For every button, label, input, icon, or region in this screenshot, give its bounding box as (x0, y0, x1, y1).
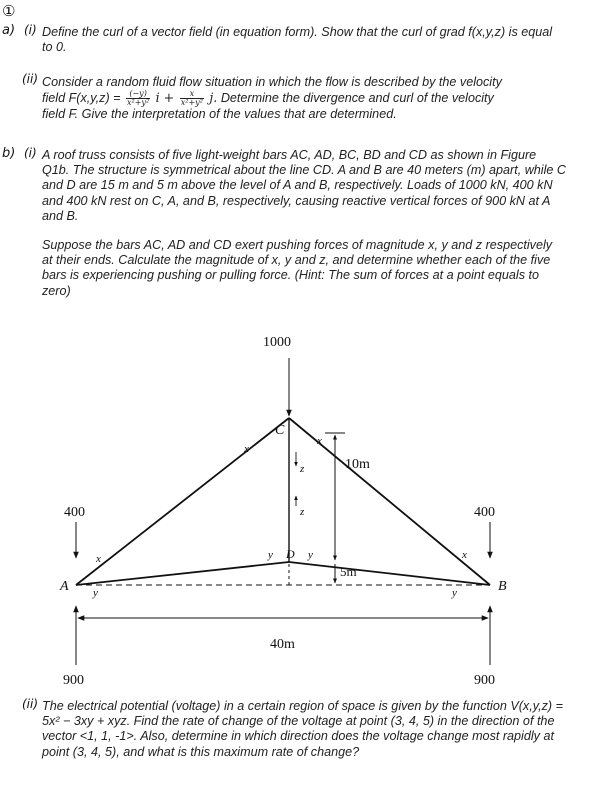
fraction-2-denominator: x²+y² (180, 98, 203, 108)
force-z-upper: z (300, 463, 305, 475)
truss-diagram (0, 300, 603, 700)
question-a-ii-line2-rest: Determine the divergence and curl of the velocity (220, 91, 494, 106)
dimension-10m-label: 10m (345, 457, 370, 472)
force-y-ad-right: y (268, 549, 273, 561)
question-a-ii (42, 75, 566, 123)
fraction-2 (180, 90, 204, 107)
fraction-1-numerator: (−y) (126, 90, 150, 99)
force-x-ac-upper: x (244, 443, 249, 455)
node-a-label: A (60, 579, 69, 594)
part-a-label: a) (2, 23, 16, 38)
question-b-i-para1: A roof truss consists of five light-weight bars AC, AD, BC, BD and CD as shown in Figure Q1b. The structure is symmetrical about the line CD. A and B are 40 meters (m) apart, while C and D are 15 m and 5 m above the level of A and B, respectively. Loads of 1000 kN, 400 kN and 400 kN rest on C, A, and B, respectively, causing reactive vertical forces of 900 kN at A and B. (42, 148, 567, 223)
field-label: field F(x,y,z) = (42, 91, 121, 106)
reaction-b-value: 900 (474, 673, 495, 688)
dimension-5m-label: 5m (340, 564, 357, 579)
node-c-label: C (275, 423, 285, 438)
question-a-ii-line1: Consider a random fluid flow situation in which the flow is described by the velocity (42, 75, 502, 89)
bar-ac (76, 418, 289, 585)
fraction-1-denominator: x²+y² (127, 98, 150, 108)
fraction-2-numerator: x (180, 90, 204, 99)
reaction-a-value: 900 (63, 673, 84, 688)
force-y-bd-right: y (452, 587, 457, 599)
corner-mark: ① (2, 2, 16, 20)
question-b-i-para2: Suppose the bars AC, AD and CD exert pushing forces of magnitude x, y and z respectively at their ends. Calculate the magnitude of x, y and z, and determine whether each of the five bars is experiencing pushing or pulling force. (Hint: The sum of forces at a point equals to zero) (42, 238, 553, 298)
dimension-40m-label: 40m (270, 637, 295, 652)
node-b-label: B (498, 579, 507, 594)
part-a-ii-label: (ii) (22, 72, 39, 86)
question-a-ii-line2 (42, 90, 566, 107)
part-b-ii-label: (ii) (22, 697, 39, 711)
part-a-i-label: (i) (24, 23, 37, 37)
force-x-bc-lower: x (462, 549, 467, 561)
force-x-bc-upper: x (317, 435, 322, 447)
unit-i-term: i + (155, 90, 175, 106)
question-b-ii (42, 699, 566, 760)
bar-bd (289, 562, 490, 585)
force-z-lower: z (300, 506, 305, 518)
part-b-i-label: (i) (24, 146, 37, 160)
load-a-value: 400 (64, 505, 85, 520)
force-y-bd-left: y (308, 549, 313, 561)
load-b-value: 400 (474, 505, 495, 520)
question-b-i (42, 148, 566, 299)
load-c-value: 1000 (263, 335, 291, 350)
force-y-ad-left: y (93, 587, 98, 599)
fraction-1 (126, 90, 150, 107)
question-a-ii-line3: field F. Give the interpretation of the values that are determined. (42, 107, 397, 122)
question-a-i-text: Define the curl of a vector field (in equation form). Show that the curl of grad f(x,y,z) is equal to 0. (42, 25, 553, 55)
force-x-ac-lower: x (96, 553, 101, 565)
unit-j-term: j. (209, 90, 218, 106)
node-d-label: D (286, 547, 295, 561)
part-b-label: b) (2, 146, 16, 161)
question-b-ii-text: The electrical potential (voltage) in a certain region of space is given by the function V(x,y,z) = 5x² − 3xy + xyz. Find the rate of change of the voltage at point (3, 4, 5) in the direction of the vector <1, 1, -1>. Also, determine in which direction does the voltage change most rapidly at point (3, 4, 5), and what is this maximum rate of change? (42, 699, 563, 759)
question-a-i (42, 25, 562, 55)
bar-ad (76, 562, 289, 585)
